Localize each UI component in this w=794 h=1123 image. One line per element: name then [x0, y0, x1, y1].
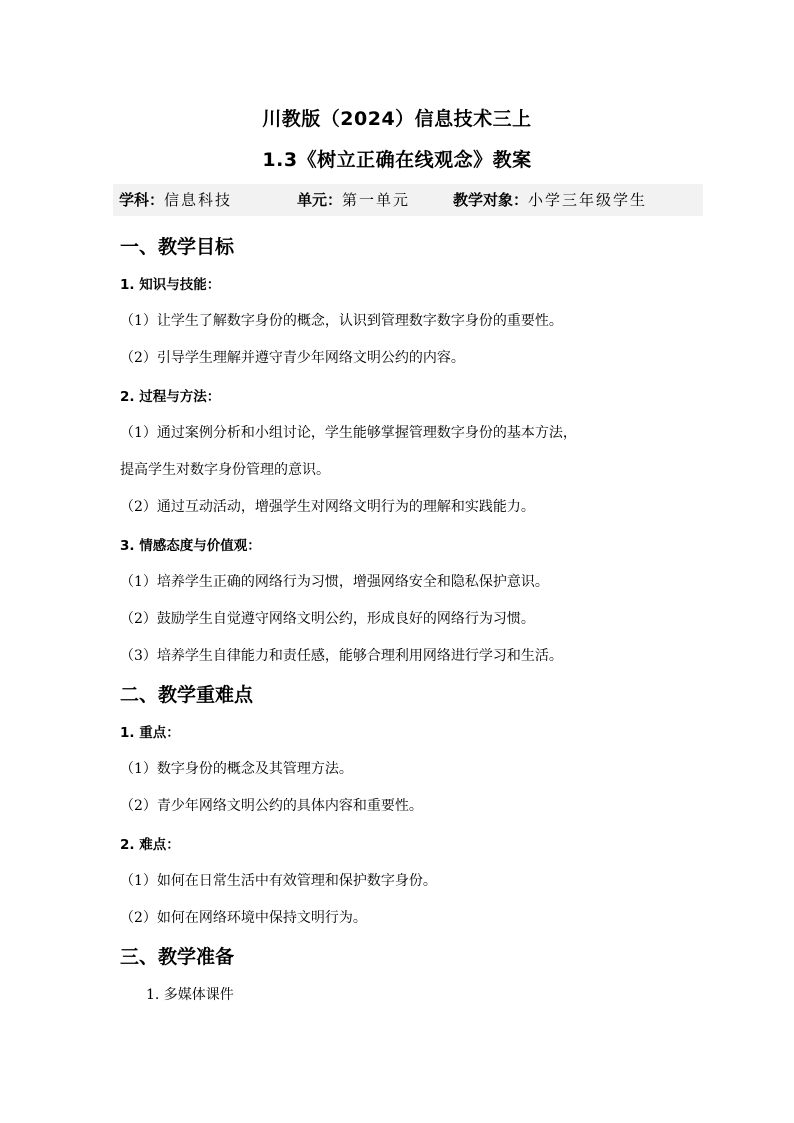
list-item: （1）如何在日常生活中有效管理和保护数字身份。 — [120, 873, 437, 889]
subsection-heading: 1. 知识与技能： — [120, 277, 221, 293]
meta-info-bar — [113, 184, 703, 216]
meta-unit — [297, 184, 410, 216]
list-item: （2）通过互动活动，增强学生对网络文明行为的理解和实践能力。 — [120, 499, 535, 515]
meta-audience-label: 教学对象： — [453, 191, 529, 209]
meta-subject-label: 学科： — [119, 191, 165, 209]
meta-subject-value: 信息科技 — [164, 191, 233, 209]
meta-audience — [453, 184, 647, 216]
list-item: （1）培养学生正确的网络行为习惯，增强网络安全和隐私保护意识。 — [120, 574, 549, 590]
list-item: （2）如何在网络环境中保持文明行为。 — [120, 910, 367, 926]
list-item: （2）引导学生理解并遵守青少年网络文明公约的内容。 — [120, 350, 465, 366]
meta-audience-value: 小学三年级学生 — [528, 191, 648, 209]
section-heading: 三、教学准备 — [120, 946, 235, 968]
subsection-heading: 2. 过程与方法： — [120, 389, 221, 405]
list-item: （2）鼓励学生自觉遵守网络文明公约，形成良好的网络行为习惯。 — [120, 611, 535, 627]
list-item: （1）让学生了解数字身份的概念，认识到管理数字数字身份的重要性。 — [120, 313, 563, 329]
meta-unit-label: 单元： — [297, 191, 343, 209]
subsection-heading: 3. 情感态度与价值观： — [120, 538, 261, 554]
subsection-heading: 1. 重点： — [120, 725, 180, 741]
subsection-heading: 2. 难点： — [120, 837, 180, 853]
section-heading: 一、教学目标 — [120, 236, 235, 258]
meta-subject — [119, 184, 232, 216]
list-item: （2）青少年网络文明公约的具体内容和重要性。 — [120, 798, 423, 814]
meta-unit-value: 第一单元 — [342, 191, 411, 209]
list-item: （1）通过案例分析和小组讨论，学生能够掌握管理数字身份的基本方法， — [120, 425, 577, 441]
list-item: 1. 多媒体课件 — [146, 987, 234, 1003]
list-item: 提高学生对数字身份管理的意识。 — [120, 462, 330, 478]
document-title: 川教版（2024）信息技术三上 — [262, 108, 532, 130]
document-subtitle: 1.3《树立正确在线观念》教案 — [262, 149, 532, 171]
section-heading: 二、教学重难点 — [120, 684, 254, 706]
list-item: （3）培养学生自律能力和责任感，能够合理利用网络进行学习和生活。 — [120, 648, 563, 664]
list-item: （1）数字身份的概念及其管理方法。 — [120, 761, 353, 777]
